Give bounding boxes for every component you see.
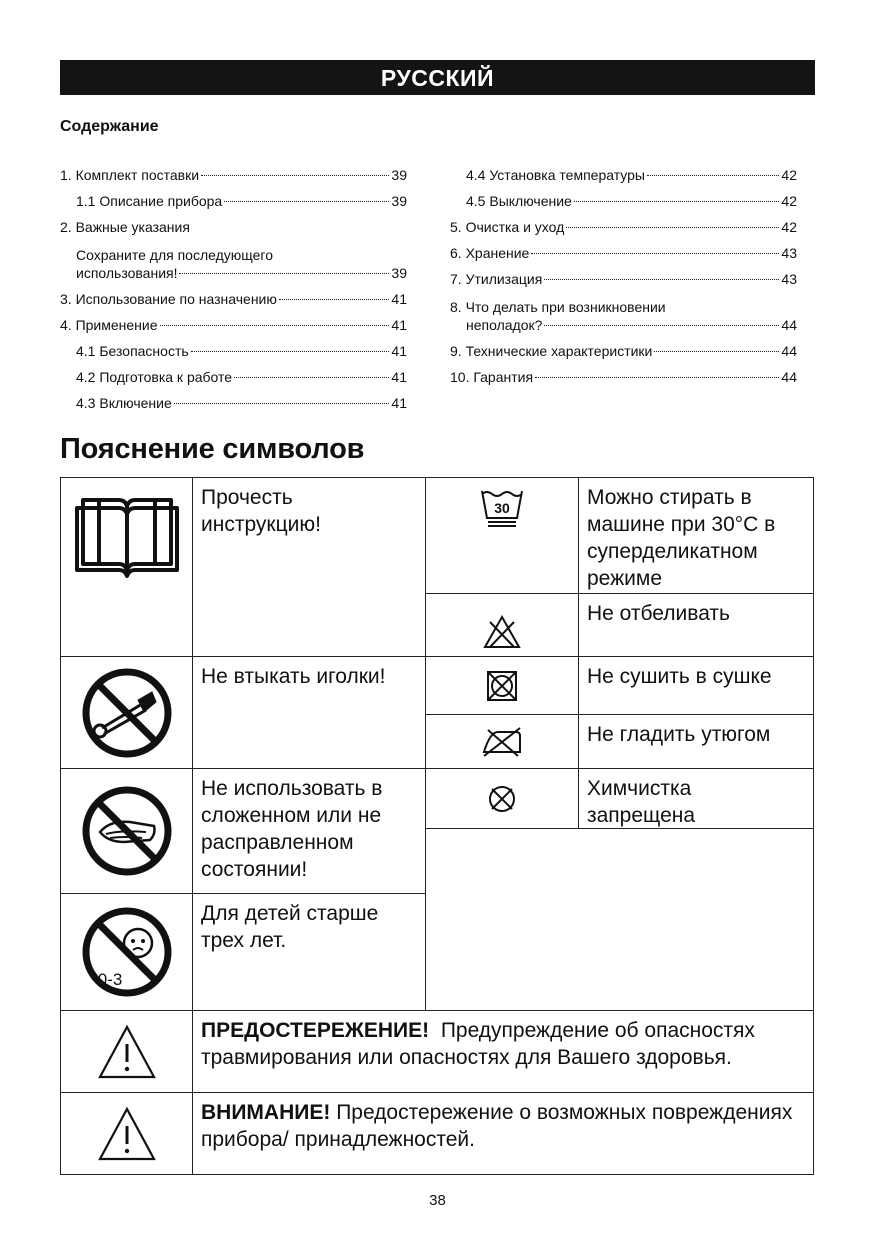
language-banner: РУССКИЙ	[60, 60, 815, 95]
age-badge: 0-3	[97, 970, 122, 989]
age-0-3-restriction-icon	[61, 894, 192, 1010]
toc-entry[interactable]: 1.1 Описание прибора 39	[76, 193, 407, 209]
no-dry-clean-text: Химчистка запрещена	[587, 777, 696, 827]
no-iron-icon	[426, 715, 578, 768]
caution-description: Предостережение о возможных повреждениях прибора/ принадлежностей.	[201, 1101, 793, 1151]
children-age-text: Для детей старше трех лет.	[201, 902, 379, 952]
no-folded-use-icon	[61, 769, 192, 893]
page-number: 38	[429, 1192, 446, 1209]
no-iron-text: Не гладить утюгом	[587, 723, 771, 746]
no-pins-text: Не втыкать иголки!	[201, 665, 386, 688]
book-icon	[61, 478, 192, 593]
warning-text	[193, 1011, 813, 1092]
wash-temp-label: 30	[494, 500, 510, 516]
toc-entry[interactable]: 4.2 Подготовка к работе 41	[76, 369, 407, 385]
caution-icon	[61, 1093, 192, 1174]
toc-entry[interactable]: 7. Утилизация 43	[450, 271, 797, 287]
toc-left-column	[60, 167, 407, 421]
toc-entry[interactable]: 10. Гарантия 44	[450, 369, 797, 385]
toc-entry[interactable]: 4.5 Выключение 42	[466, 193, 797, 209]
symbols-table	[60, 477, 814, 1175]
toc-entry[interactable]: Сохраните для последующего использования! 39	[76, 247, 407, 281]
toc-entry[interactable]: 2. Важные указания	[60, 219, 190, 235]
toc-entry[interactable]: 4.1 Безопасность 41	[76, 343, 407, 359]
no-pins-icon	[61, 657, 192, 768]
warning-label: ПРЕДОСТЕРЕЖЕНИЕ!	[201, 1019, 430, 1042]
wash-30-text: Можно стирать в машине при 30°C в суперделикатном режиме	[587, 486, 776, 590]
wash-30-icon	[426, 478, 578, 538]
toc-entry[interactable]: 5. Очистка и уход 42	[450, 219, 797, 235]
no-bleach-icon	[426, 608, 578, 656]
warning-icon	[61, 1011, 192, 1092]
no-tumble-dry-icon	[426, 657, 578, 714]
read-instructions-text: Прочесть инструкцию!	[201, 486, 321, 536]
toc-title: Содержание	[60, 118, 159, 135]
toc-entry[interactable]: 1. Комплект поставки 39	[60, 167, 407, 183]
no-tumble-dry-text: Не сушить в сушке	[587, 665, 772, 688]
no-folded-use-text: Не использовать в сложенном или не расправленном состоянии!	[201, 777, 383, 881]
toc-entry[interactable]: 4. Применение 41	[60, 317, 407, 333]
warning-description: Предупреждение об опасностях травмирования или опасностях для Вашего здоровья.	[201, 1019, 755, 1069]
symbols-heading: Пояснение символов	[60, 433, 365, 465]
caution-text	[193, 1093, 813, 1174]
no-dry-clean-icon	[426, 769, 578, 828]
no-bleach-text: Не отбеливать	[587, 602, 730, 625]
toc-entry[interactable]: 3. Использование по назначению 41	[60, 291, 407, 307]
toc-entry[interactable]: 9. Технические характеристики 44	[450, 343, 797, 359]
caution-label: ВНИМАНИЕ!	[201, 1101, 331, 1124]
toc-right-column	[450, 167, 797, 395]
toc-entry[interactable]: 6. Хранение 43	[450, 245, 797, 261]
toc-entry[interactable]: 4.3 Включение 41	[76, 395, 407, 411]
toc-entry[interactable]: 4.4 Установка температуры 42	[466, 167, 797, 183]
toc-entry[interactable]: 8. Что делать при возникновении неполадок? 44	[450, 299, 797, 333]
